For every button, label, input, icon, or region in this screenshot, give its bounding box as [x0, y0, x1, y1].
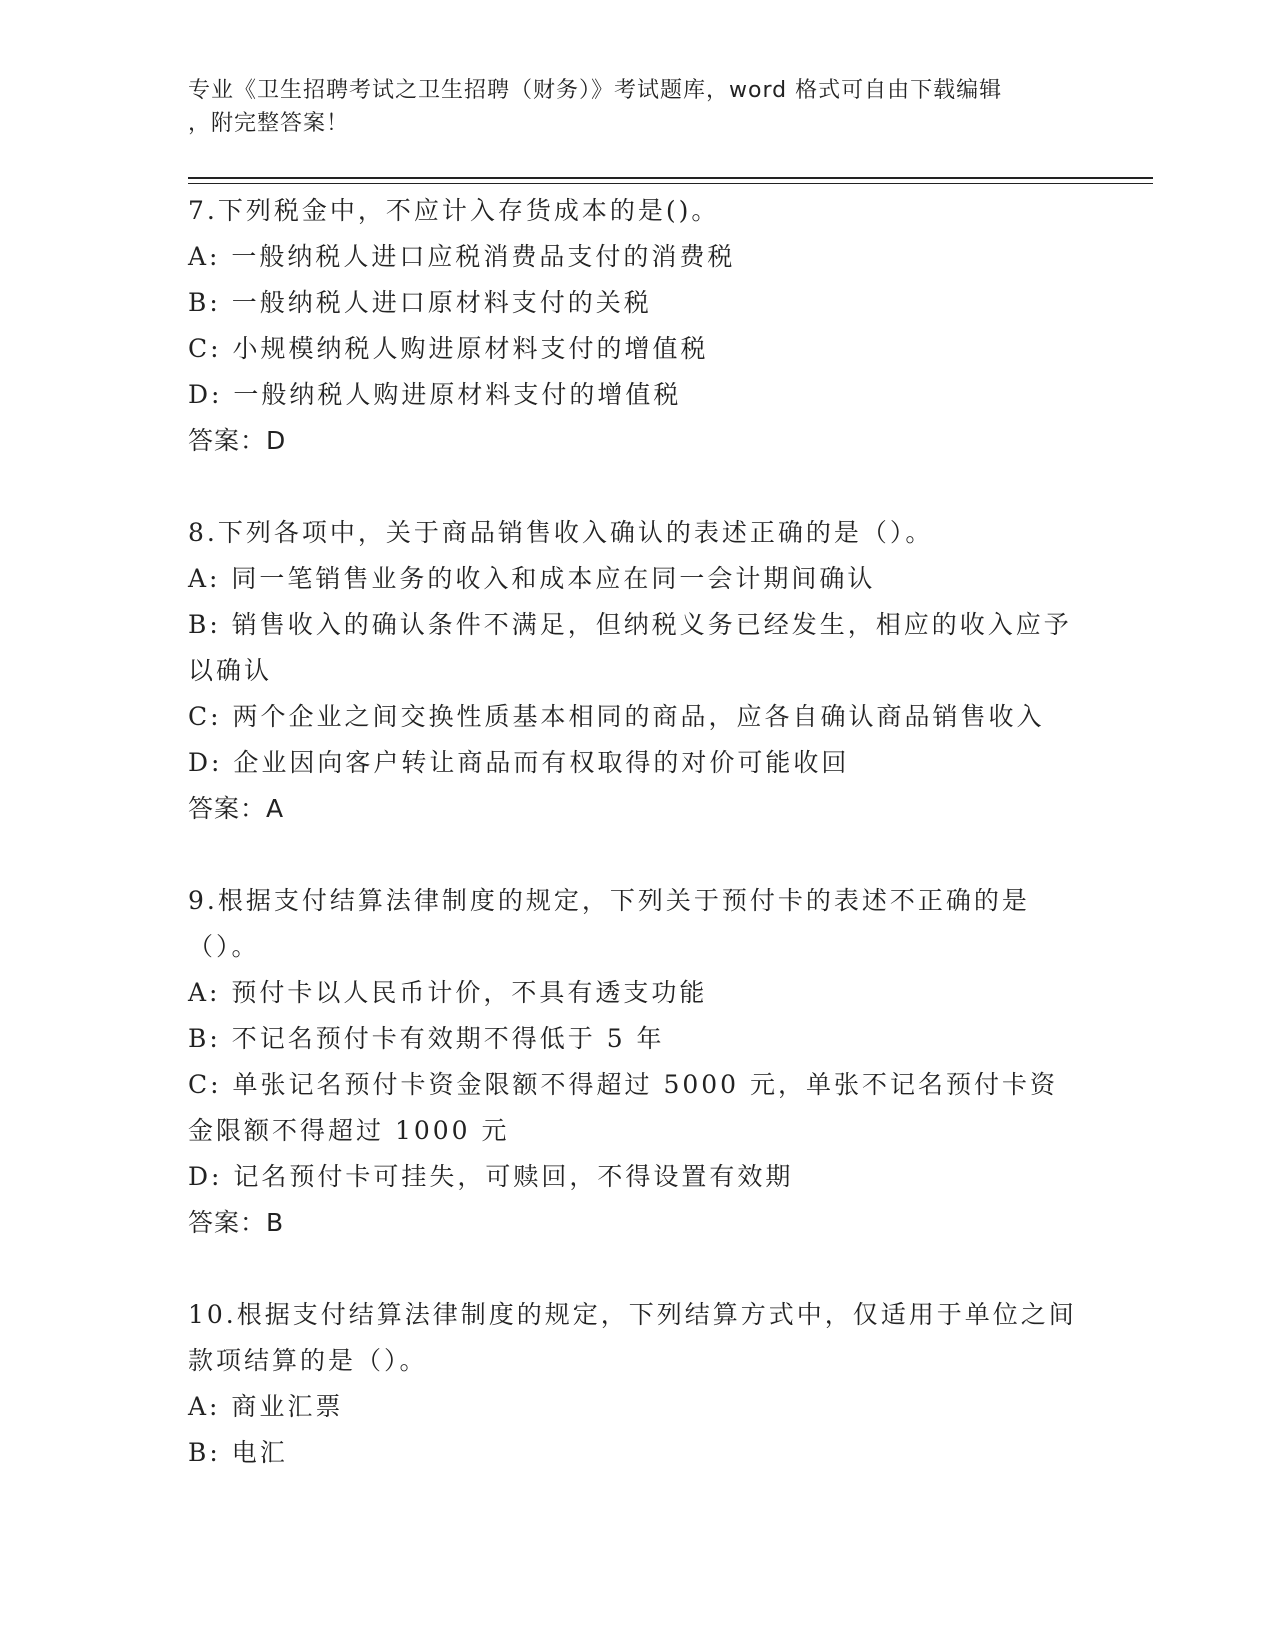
- option-b: B: 不记名预付卡有效期不得低于 5 年: [188, 1024, 665, 1053]
- option-b: B: 销售收入的确认条件不满足，但纳税义务已经发生，相应的收入应予以确认: [188, 610, 1072, 685]
- answer-label: 答案：B: [188, 1208, 285, 1237]
- option-c: C: 两个企业之间交换性质基本相同的商品，应各自确认商品销售收入: [188, 702, 1045, 731]
- option-b: B: 电汇: [188, 1438, 288, 1467]
- option-a: A: 一般纳税人进口应税消费品支付的消费税: [188, 242, 736, 271]
- option-c: C: 小规模纳税人购进原材料支付的增值税: [188, 334, 709, 363]
- option-b: B: 一般纳税人进口原材料支付的关税: [188, 288, 652, 317]
- option-a: A: 同一笔销售业务的收入和成本应在同一会计期间确认: [188, 564, 876, 593]
- option-d: D: 记名预付卡可挂失，可赎回，不得设置有效期: [188, 1162, 794, 1191]
- header-divider-thin: [188, 183, 1153, 184]
- question-7: [188, 188, 1078, 464]
- question-9: [188, 878, 1078, 1246]
- answer-label: 答案：A: [188, 794, 285, 823]
- option-c: C: 单张记名预付卡资金限额不得超过 5000 元，单张不记名预付卡资金限额不得超过 1000 元: [188, 1070, 1059, 1145]
- question-stem: 10.根据支付结算法律制度的规定，下列结算方式中，仅适用于单位之间款项结算的是（）。: [188, 1300, 1077, 1375]
- question-stem: 7.下列税金中，不应计入存货成本的是()。: [188, 196, 720, 225]
- option-d: D: 企业因向客户转让商品而有权取得的对价可能收回: [188, 748, 850, 777]
- question-stem: 8.下列各项中，关于商品销售收入确认的表述正确的是（）。: [188, 518, 934, 547]
- question-10: [188, 1292, 1078, 1476]
- header-line-2: ，附完整答案！: [188, 111, 350, 136]
- question-list: [188, 188, 1078, 1522]
- option-d: D: 一般纳税人购进原材料支付的增值税: [188, 380, 682, 409]
- option-a: A: 商业汇票: [188, 1392, 344, 1421]
- option-a: A: 预付卡以人民币计价，不具有透支功能: [188, 978, 708, 1007]
- header-divider-thick: [188, 177, 1153, 179]
- question-8: [188, 510, 1078, 832]
- header-line-1: 专业《卫生招聘考试之卫生招聘（财务）》考试题库，word 格式可自由下载编辑: [188, 78, 1003, 103]
- question-stem: 9.根据支付结算法律制度的规定，下列关于预付卡的表述不正确的是（）。: [188, 886, 1030, 961]
- answer-label: 答案：D: [188, 426, 287, 455]
- document-header: [188, 74, 1078, 140]
